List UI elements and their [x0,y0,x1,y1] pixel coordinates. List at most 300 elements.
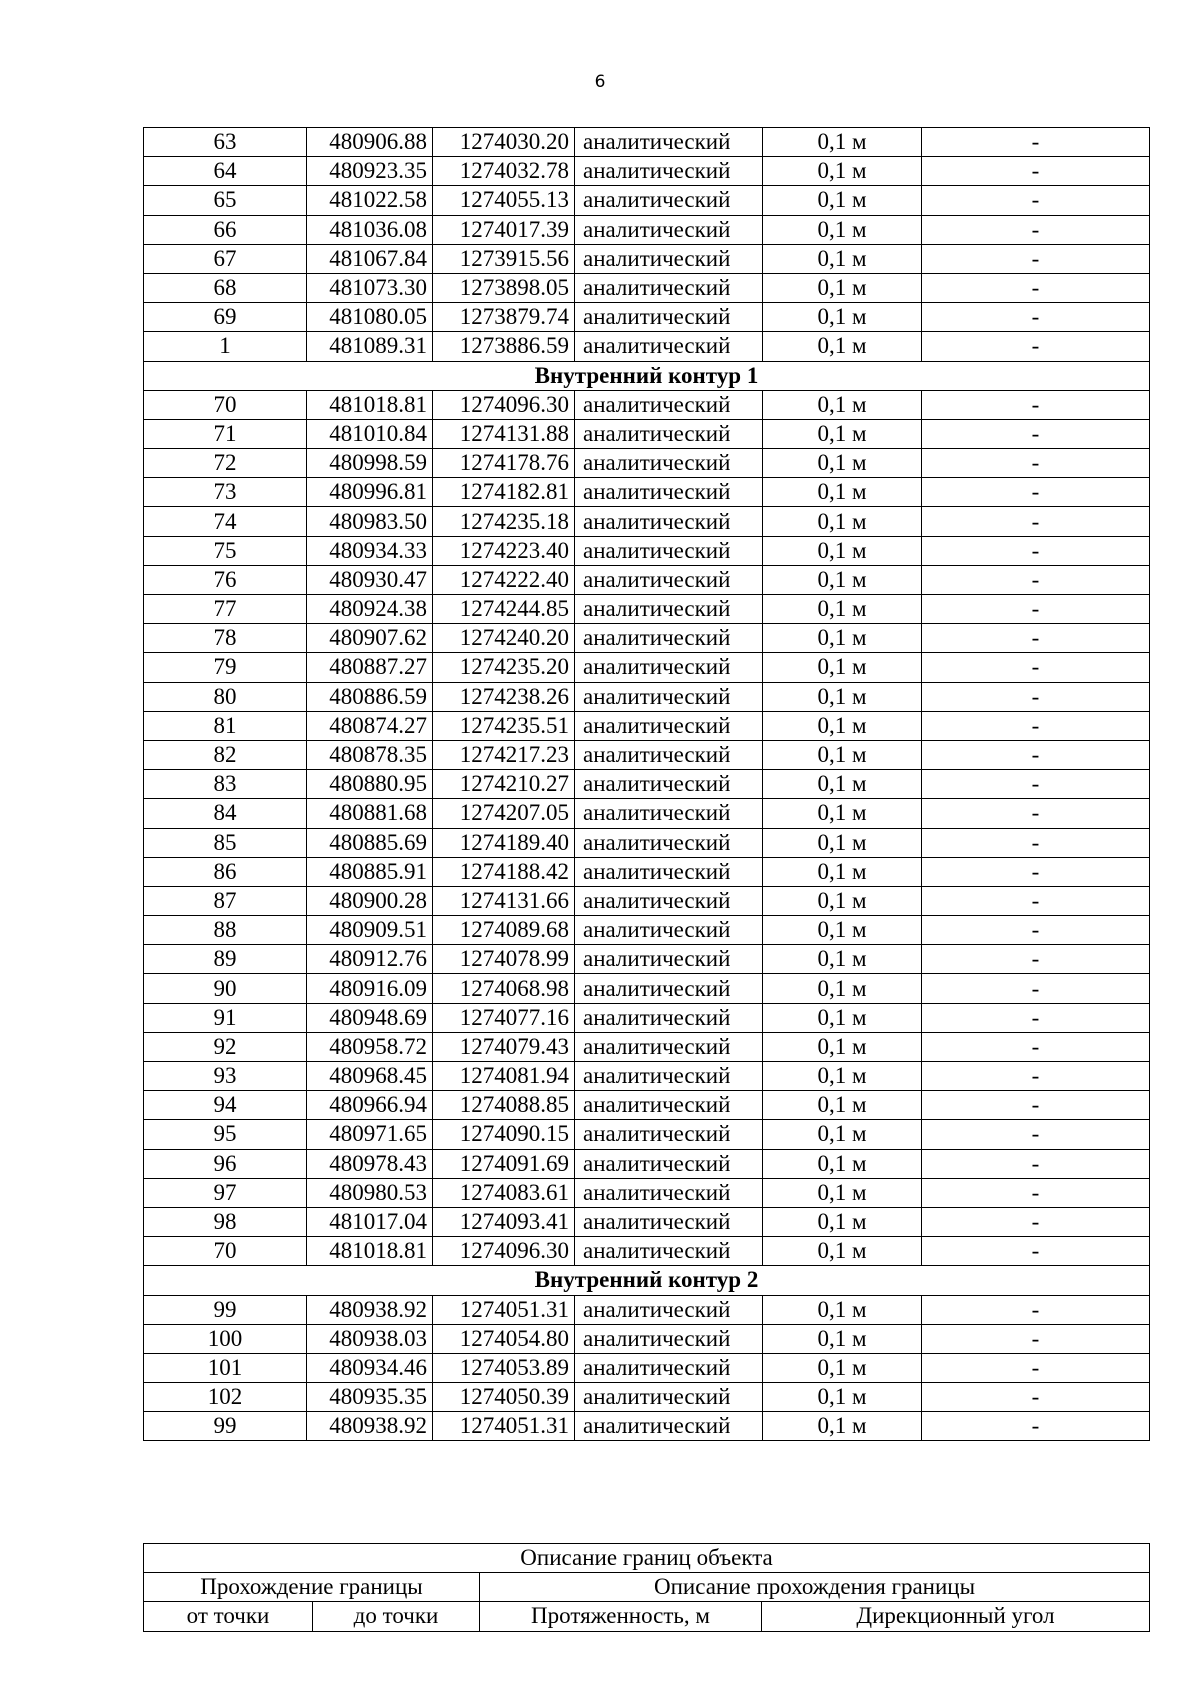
method-cell: аналитический [575,916,763,945]
note-cell: - [922,215,1150,244]
table-row [144,1003,1150,1032]
method-cell: аналитический [575,653,763,682]
note-cell: - [922,390,1150,419]
table-row [144,244,1150,273]
table-row [144,507,1150,536]
note-cell: - [922,1003,1150,1032]
method-cell: аналитический [575,624,763,653]
method-cell: аналитический [575,215,763,244]
x-coordinate-cell: 480881.68 [307,799,433,828]
point-number-cell: 1 [144,332,307,361]
note-cell: - [922,653,1150,682]
method-cell: аналитический [575,595,763,624]
y-coordinate-cell: 1273915.56 [433,244,575,273]
method-cell: аналитический [575,1003,763,1032]
note-cell: - [922,1149,1150,1178]
accuracy-cell: 0,1 м [763,1149,922,1178]
method-cell: аналитический [575,857,763,886]
passage-header: Прохождение границы [144,1573,480,1602]
accuracy-cell: 0,1 м [763,536,922,565]
method-cell: аналитический [575,157,763,186]
method-cell: аналитический [575,449,763,478]
accuracy-cell: 0,1 м [763,682,922,711]
x-coordinate-cell: 481010.84 [307,419,433,448]
accuracy-cell: 0,1 м [763,1091,922,1120]
y-coordinate-cell: 1274090.15 [433,1120,575,1149]
table-row [144,799,1150,828]
table-row [144,1062,1150,1091]
x-coordinate-cell: 480909.51 [307,916,433,945]
point-number-cell: 74 [144,507,307,536]
point-number-cell: 75 [144,536,307,565]
note-cell: - [922,536,1150,565]
y-coordinate-cell: 1274235.20 [433,653,575,682]
point-number-cell: 93 [144,1062,307,1091]
accuracy-cell: 0,1 м [763,857,922,886]
y-coordinate-cell: 1274131.66 [433,886,575,915]
x-coordinate-cell: 480874.27 [307,711,433,740]
note-cell: - [922,624,1150,653]
table-row [144,974,1150,1003]
point-number-cell: 99 [144,1295,307,1324]
accuracy-cell: 0,1 м [763,244,922,273]
accuracy-cell: 0,1 м [763,507,922,536]
point-number-cell: 90 [144,974,307,1003]
x-coordinate-cell: 480907.62 [307,624,433,653]
x-coordinate-cell: 480935.35 [307,1383,433,1412]
note-cell: - [922,186,1150,215]
x-coordinate-cell: 480906.88 [307,128,433,157]
method-cell: аналитический [575,799,763,828]
table-row [144,478,1150,507]
x-coordinate-cell: 480971.65 [307,1120,433,1149]
method-cell: аналитический [575,1032,763,1061]
point-number-cell: 87 [144,886,307,915]
x-coordinate-cell: 481022.58 [307,186,433,215]
point-number-cell: 66 [144,215,307,244]
note-cell: - [922,770,1150,799]
table-row [144,624,1150,653]
accuracy-cell: 0,1 м [763,157,922,186]
y-coordinate-cell: 1273879.74 [433,303,575,332]
accuracy-cell: 0,1 м [763,828,922,857]
note-cell: - [922,565,1150,594]
table-row [144,419,1150,448]
table-row [144,1149,1150,1178]
point-number-cell: 73 [144,478,307,507]
x-coordinate-cell: 480958.72 [307,1032,433,1061]
point-number-cell: 80 [144,682,307,711]
point-number-cell: 83 [144,770,307,799]
table-row [144,1091,1150,1120]
accuracy-cell: 0,1 м [763,332,922,361]
method-cell: аналитический [575,740,763,769]
point-number-cell: 82 [144,740,307,769]
method-cell: аналитический [575,682,763,711]
accuracy-cell: 0,1 м [763,945,922,974]
y-coordinate-cell: 1274077.16 [433,1003,575,1032]
point-number-cell: 98 [144,1207,307,1236]
table-row [144,711,1150,740]
note-cell: - [922,945,1150,974]
note-cell: - [922,1120,1150,1149]
note-cell: - [922,273,1150,302]
note-cell: - [922,595,1150,624]
y-coordinate-cell: 1274088.85 [433,1091,575,1120]
y-coordinate-cell: 1274081.94 [433,1062,575,1091]
x-coordinate-cell: 480980.53 [307,1178,433,1207]
from-point-header: от точки [144,1602,313,1631]
table-row [144,886,1150,915]
y-coordinate-cell: 1274189.40 [433,828,575,857]
method-cell: аналитический [575,419,763,448]
table-row [144,1412,1150,1441]
x-coordinate-cell: 480912.76 [307,945,433,974]
y-coordinate-cell: 1274050.39 [433,1383,575,1412]
note-cell: - [922,740,1150,769]
table-row [144,1295,1150,1324]
note-cell: - [922,974,1150,1003]
x-coordinate-cell: 480998.59 [307,449,433,478]
note-cell: - [922,799,1150,828]
point-number-cell: 101 [144,1353,307,1382]
accuracy-cell: 0,1 м [763,1324,922,1353]
note-cell: - [922,1032,1150,1061]
x-coordinate-cell: 480938.03 [307,1324,433,1353]
method-cell: аналитический [575,1149,763,1178]
method-cell: аналитический [575,711,763,740]
point-number-cell: 91 [144,1003,307,1032]
table-row [144,1032,1150,1061]
table-row [144,1207,1150,1236]
accuracy-cell: 0,1 м [763,1032,922,1061]
x-coordinate-cell: 480938.92 [307,1412,433,1441]
point-number-cell: 88 [144,916,307,945]
point-number-cell: 95 [144,1120,307,1149]
note-cell: - [922,478,1150,507]
method-cell: аналитический [575,886,763,915]
method-cell: аналитический [575,945,763,974]
method-cell: аналитический [575,770,763,799]
x-coordinate-cell: 480966.94 [307,1091,433,1120]
table-row [144,770,1150,799]
point-number-cell: 85 [144,828,307,857]
point-number-cell: 96 [144,1149,307,1178]
note-cell: - [922,128,1150,157]
table-row [144,303,1150,332]
x-coordinate-cell: 480887.27 [307,653,433,682]
accuracy-cell: 0,1 м [763,886,922,915]
x-coordinate-cell: 480934.46 [307,1353,433,1382]
method-cell: аналитический [575,1062,763,1091]
point-number-cell: 86 [144,857,307,886]
x-coordinate-cell: 480934.33 [307,536,433,565]
x-coordinate-cell: 480880.95 [307,770,433,799]
method-cell: аналитический [575,828,763,857]
accuracy-cell: 0,1 м [763,303,922,332]
method-cell: аналитический [575,536,763,565]
accuracy-cell: 0,1 м [763,1353,922,1382]
note-cell: - [922,449,1150,478]
y-coordinate-cell: 1274235.18 [433,507,575,536]
boundary-description-table [143,1543,1150,1632]
method-cell: аналитический [575,273,763,302]
passage-description-header: Описание прохождения границы [480,1573,1150,1602]
note-cell: - [922,507,1150,536]
table-row [144,273,1150,302]
method-cell: аналитический [575,1120,763,1149]
x-coordinate-cell: 480900.28 [307,886,433,915]
x-coordinate-cell: 480996.81 [307,478,433,507]
x-coordinate-cell: 481017.04 [307,1207,433,1236]
y-coordinate-cell: 1274078.99 [433,945,575,974]
accuracy-cell: 0,1 м [763,1412,922,1441]
coordinates-table [143,127,1150,1441]
method-cell: аналитический [575,1091,763,1120]
x-coordinate-cell: 480938.92 [307,1295,433,1324]
boundary-header-row [144,1573,1150,1602]
note-cell: - [922,711,1150,740]
method-cell: аналитический [575,1353,763,1382]
x-coordinate-cell: 480885.69 [307,828,433,857]
x-coordinate-cell: 481089.31 [307,332,433,361]
table-row [144,1120,1150,1149]
note-cell: - [922,916,1150,945]
section-header-row [144,1266,1150,1295]
x-coordinate-cell: 480886.59 [307,682,433,711]
x-coordinate-cell: 480885.91 [307,857,433,886]
accuracy-cell: 0,1 м [763,128,922,157]
y-coordinate-cell: 1274240.20 [433,624,575,653]
accuracy-cell: 0,1 м [763,799,922,828]
point-number-cell: 64 [144,157,307,186]
note-cell: - [922,828,1150,857]
y-coordinate-cell: 1274131.88 [433,419,575,448]
accuracy-cell: 0,1 м [763,653,922,682]
table-row [144,128,1150,157]
accuracy-cell: 0,1 м [763,740,922,769]
y-coordinate-cell: 1274054.80 [433,1324,575,1353]
note-cell: - [922,244,1150,273]
method-cell: аналитический [575,1412,763,1441]
y-coordinate-cell: 1274178.76 [433,449,575,478]
y-coordinate-cell: 1274083.61 [433,1178,575,1207]
accuracy-cell: 0,1 м [763,974,922,1003]
table-row [144,916,1150,945]
table-row [144,1324,1150,1353]
method-cell: аналитический [575,186,763,215]
point-number-cell: 70 [144,390,307,419]
y-coordinate-cell: 1274093.41 [433,1207,575,1236]
y-coordinate-cell: 1274051.31 [433,1412,575,1441]
accuracy-cell: 0,1 м [763,624,922,653]
accuracy-cell: 0,1 м [763,1062,922,1091]
method-cell: аналитический [575,1207,763,1236]
note-cell: - [922,682,1150,711]
y-coordinate-cell: 1274210.27 [433,770,575,799]
section-title: Внутренний контур 2 [144,1266,1150,1295]
accuracy-cell: 0,1 м [763,565,922,594]
y-coordinate-cell: 1274207.05 [433,799,575,828]
y-coordinate-cell: 1274017.39 [433,215,575,244]
section-header-row [144,361,1150,390]
point-number-cell: 68 [144,273,307,302]
to-point-header: до точки [313,1602,480,1631]
table-row [144,682,1150,711]
accuracy-cell: 0,1 м [763,595,922,624]
y-coordinate-cell: 1274053.89 [433,1353,575,1382]
accuracy-cell: 0,1 м [763,770,922,799]
accuracy-cell: 0,1 м [763,215,922,244]
point-number-cell: 84 [144,799,307,828]
accuracy-cell: 0,1 м [763,1295,922,1324]
note-cell: - [922,1178,1150,1207]
method-cell: аналитический [575,303,763,332]
point-number-cell: 97 [144,1178,307,1207]
note-cell: - [922,886,1150,915]
method-cell: аналитический [575,1383,763,1412]
note-cell: - [922,1091,1150,1120]
note-cell: - [922,1295,1150,1324]
note-cell: - [922,1353,1150,1382]
section-title: Внутренний контур 1 [144,361,1150,390]
method-cell: аналитический [575,1178,763,1207]
accuracy-cell: 0,1 м [763,916,922,945]
note-cell: - [922,419,1150,448]
note-cell: - [922,857,1150,886]
x-coordinate-cell: 480923.35 [307,157,433,186]
method-cell: аналитический [575,1237,763,1266]
x-coordinate-cell: 481018.81 [307,1237,433,1266]
point-number-cell: 76 [144,565,307,594]
y-coordinate-cell: 1274068.98 [433,974,575,1003]
x-coordinate-cell: 480978.43 [307,1149,433,1178]
x-coordinate-cell: 480983.50 [307,507,433,536]
table-row [144,1383,1150,1412]
accuracy-cell: 0,1 м [763,273,922,302]
method-cell: аналитический [575,478,763,507]
accuracy-cell: 0,1 м [763,1120,922,1149]
point-number-cell: 99 [144,1412,307,1441]
accuracy-cell: 0,1 м [763,478,922,507]
y-coordinate-cell: 1274238.26 [433,682,575,711]
table-row [144,740,1150,769]
boundary-description-title-row [144,1544,1150,1573]
x-coordinate-cell: 480968.45 [307,1062,433,1091]
x-coordinate-cell: 480948.69 [307,1003,433,1032]
point-number-cell: 71 [144,419,307,448]
table-row [144,536,1150,565]
y-coordinate-cell: 1274051.31 [433,1295,575,1324]
method-cell: аналитический [575,128,763,157]
table-row [144,449,1150,478]
y-coordinate-cell: 1274217.23 [433,740,575,769]
note-cell: - [922,1237,1150,1266]
point-number-cell: 102 [144,1383,307,1412]
note-cell: - [922,1383,1150,1412]
boundary-subheader-row [144,1602,1150,1631]
x-coordinate-cell: 481067.84 [307,244,433,273]
method-cell: аналитический [575,332,763,361]
table-row [144,390,1150,419]
y-coordinate-cell: 1274096.30 [433,390,575,419]
point-number-cell: 79 [144,653,307,682]
table-row [144,157,1150,186]
table-row [144,1237,1150,1266]
y-coordinate-cell: 1274079.43 [433,1032,575,1061]
y-coordinate-cell: 1274188.42 [433,857,575,886]
y-coordinate-cell: 1274055.13 [433,186,575,215]
note-cell: - [922,1062,1150,1091]
point-number-cell: 78 [144,624,307,653]
method-cell: аналитический [575,1324,763,1353]
method-cell: аналитический [575,565,763,594]
x-coordinate-cell: 481036.08 [307,215,433,244]
x-coordinate-cell: 481073.30 [307,273,433,302]
table-row [144,1178,1150,1207]
y-coordinate-cell: 1274235.51 [433,711,575,740]
table-row [144,828,1150,857]
point-number-cell: 67 [144,244,307,273]
accuracy-cell: 0,1 м [763,1207,922,1236]
x-coordinate-cell: 481080.05 [307,303,433,332]
y-coordinate-cell: 1274222.40 [433,565,575,594]
point-number-cell: 72 [144,449,307,478]
y-coordinate-cell: 1274091.69 [433,1149,575,1178]
accuracy-cell: 0,1 м [763,390,922,419]
point-number-cell: 70 [144,1237,307,1266]
y-coordinate-cell: 1274182.81 [433,478,575,507]
y-coordinate-cell: 1273898.05 [433,273,575,302]
note-cell: - [922,1324,1150,1353]
point-number-cell: 63 [144,128,307,157]
point-number-cell: 89 [144,945,307,974]
point-number-cell: 94 [144,1091,307,1120]
accuracy-cell: 0,1 м [763,1237,922,1266]
table-row [144,1353,1150,1382]
method-cell: аналитический [575,507,763,536]
y-coordinate-cell: 1274223.40 [433,536,575,565]
x-coordinate-cell: 481018.81 [307,390,433,419]
point-number-cell: 77 [144,595,307,624]
method-cell: аналитический [575,390,763,419]
table-row [144,186,1150,215]
accuracy-cell: 0,1 м [763,1003,922,1032]
length-header: Протяженность, м [480,1602,762,1631]
note-cell: - [922,303,1150,332]
table-row [144,565,1150,594]
table-row [144,595,1150,624]
y-coordinate-cell: 1273886.59 [433,332,575,361]
point-number-cell: 92 [144,1032,307,1061]
note-cell: - [922,1207,1150,1236]
boundary-description-title: Описание границ объекта [144,1544,1150,1573]
table-row [144,653,1150,682]
point-number-cell: 69 [144,303,307,332]
method-cell: аналитический [575,1295,763,1324]
y-coordinate-cell: 1274096.30 [433,1237,575,1266]
accuracy-cell: 0,1 м [763,449,922,478]
point-number-cell: 100 [144,1324,307,1353]
point-number-cell: 65 [144,186,307,215]
note-cell: - [922,332,1150,361]
x-coordinate-cell: 480878.35 [307,740,433,769]
x-coordinate-cell: 480924.38 [307,595,433,624]
point-number-cell: 81 [144,711,307,740]
accuracy-cell: 0,1 м [763,1178,922,1207]
y-coordinate-cell: 1274089.68 [433,916,575,945]
page-number: 6 [594,72,606,92]
